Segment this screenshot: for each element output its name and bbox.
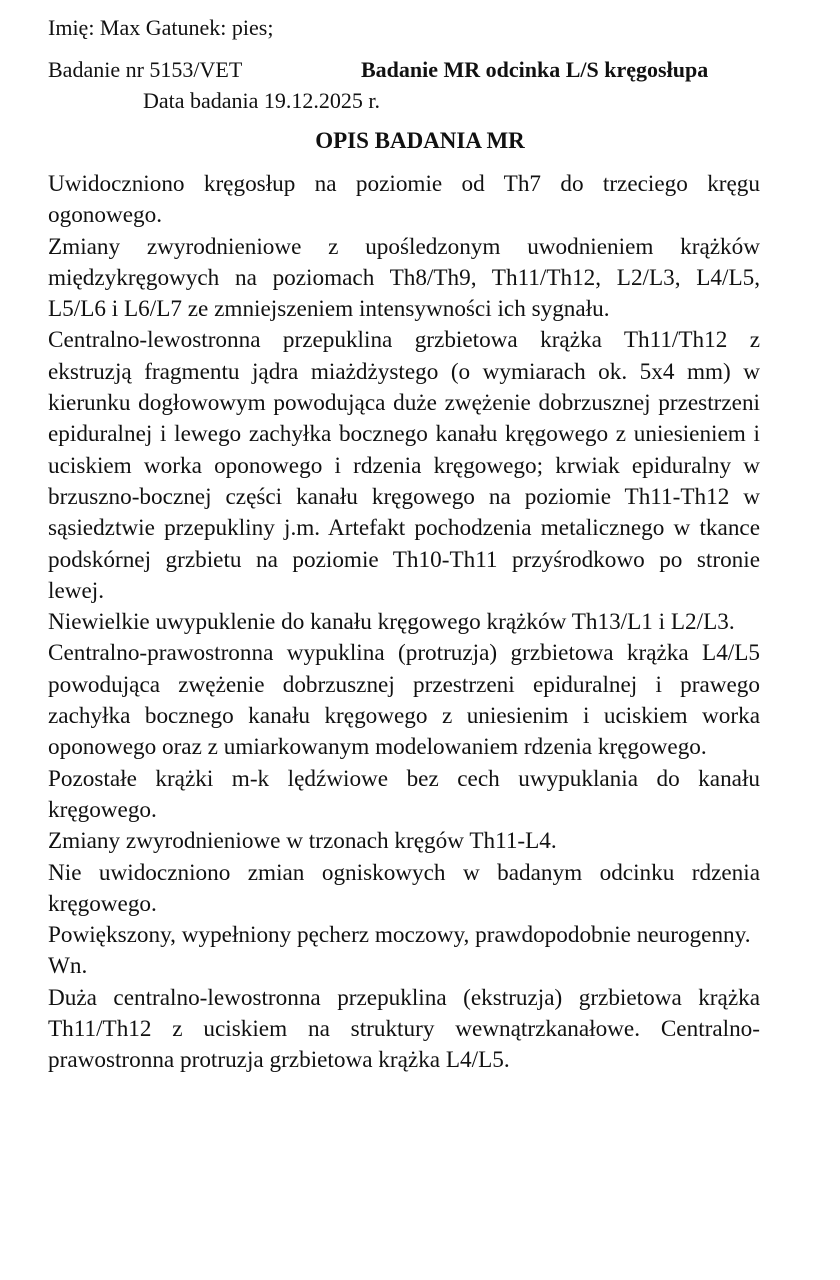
report-title: OPIS BADANIA MR bbox=[315, 128, 525, 153]
exam-title: Badanie MR odcinka L/S kręgosłupa bbox=[361, 57, 709, 82]
report-paragraph: Centralno-lewostronna przepuklina grzbietowa krążka Th11/Th12 z ekstruzją fragmentu jądra miażdżystego (o wymiarach ok. 5x4 mm) w kierunku dogłowowym powodująca duże zwężenie dobrzusznej przestrzeni epiduralnej i lewego zachyłka bocznego kanału kręgowego z uniesieniem i uciskiem worka oponowego i rdzenia kręgowego; krwiak epiduralny w brzuszno-bocznej części kanału kręgowego na poziomie Th11-Th12 w sąsiedztwie przepukliny j.m. Artefakt pochodzenia metalicznego w tkance podskórnej grzbietu na poziomie Th10-Th11 przyśrodkowo po stronie lewej. bbox=[48, 327, 760, 604]
patient-info: Imię: Max Gatunek: pies; bbox=[48, 15, 274, 40]
report-paragraph: Zmiany zwyrodnieniowe z upośledzonym uwodnieniem krążków międzykręgowych na poziomach Th8/Th9, Th11/Th12, L2/L3, L4/L5, L5/L6 i L6/L7 ze zmniejszeniem intensywności ich sygnału. bbox=[48, 233, 760, 323]
report-body bbox=[48, 169, 760, 1077]
report-conclusion: Duża centralno-lewostronna przepuklina (ekstruzja) grzbietowa krążka Th11/Th12 z uciskiem na struktury wewnątrzkanałowe. Centralno-prawostronna protruzja grzbietowa krążka L4/L5. bbox=[48, 984, 760, 1074]
exam-date: Data badania 19.12.2025 r. bbox=[143, 88, 381, 113]
report-paragraph: Uwidoczniono kręgosłup na poziomie od Th7 do trzeciego kręgu ogonowego. bbox=[48, 171, 760, 229]
report-paragraph: Zmiany zwyrodnieniowe w trzonach kręgów Th11-L4. bbox=[48, 828, 557, 855]
report-conclusion-label: Wn. bbox=[48, 953, 88, 980]
report-paragraph: Pozostałe krążki m-k lędźwiowe bez cech uwypuklania do kanału kręgowego. bbox=[48, 765, 760, 823]
report-paragraph: Powiększony, wypełniony pęcherz moczowy, prawdopodobnie neurogenny. bbox=[48, 922, 751, 949]
report-paragraph: Nie uwidoczniono zmian ogniskowych w badanym odcinku rdzenia kręgowego. bbox=[48, 859, 760, 917]
report-paragraph: Centralno-prawostronna wypuklina (protruzja) grzbietowa krążka L4/L5 powodująca zwężenie dobrzusznej przestrzeni epiduralnej i prawego zachyłka bocznego kanału kręgowego z uniesienim i uciskiem worka oponowego oraz z umiarkowanym modelowaniem rdzenia kręgowego. bbox=[48, 640, 760, 761]
report-paragraph: Niewielkie uwypuklenie do kanału kręgowego krążków Th13/L1 i L2/L3. bbox=[48, 609, 735, 636]
exam-number: Badanie nr 5153/VET bbox=[48, 57, 243, 82]
